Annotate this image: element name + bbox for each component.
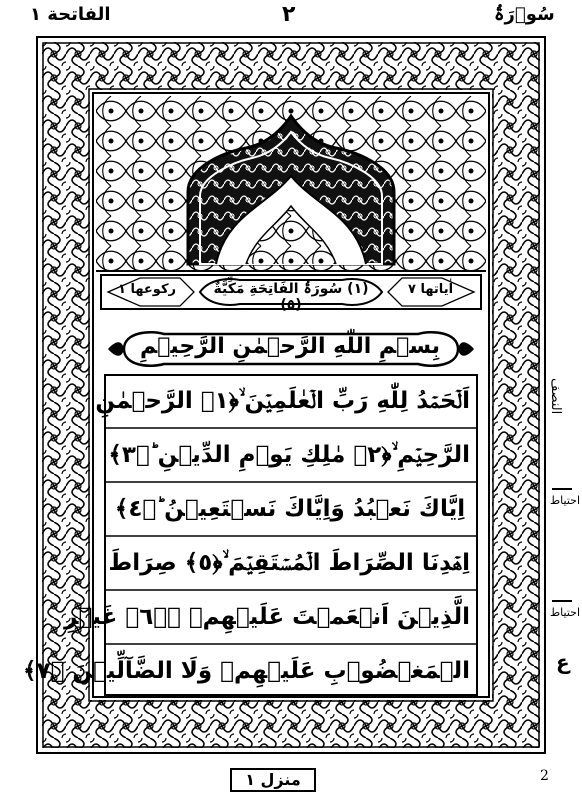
- verse-line-1: اَلۡحَمۡدُ لِلّٰهِ رَبِّ الۡعٰلَمِيۡنَ ۙ﴿١﴾ الرَّحۡمٰنِ: [95, 388, 470, 414]
- basmala-text: بِسۡمِ اللّٰهِ الرَّحۡمٰنِ الرَّحِيۡمِ: [139, 334, 441, 359]
- header-page-number: ٢: [282, 2, 296, 27]
- manzil-label: منزل ١: [230, 768, 316, 792]
- margin-note-ruku: ع: [556, 650, 570, 674]
- ayat-count-label: اٰیاتها ٧: [408, 282, 454, 297]
- verse-line-2: الرَّحِيۡمِ ۙ﴿٢﴾ مٰلِكِ يَوۡمِ الدِّيۡنِ ؕ﴿٣﴾: [108, 442, 470, 468]
- verse-line-6: الۡمَغۡضُوۡبِ عَلَيۡهِمۡ وَلَا الضَّآلِّيۡنَ ﴿٧﴾: [23, 658, 470, 684]
- verse-ruled-box: [23, 374, 478, 696]
- margin-arrow-1: [552, 488, 572, 490]
- margin-note-ihtiyat-1: احتیاط: [550, 494, 581, 507]
- verse-line-3: اِيَّاكَ نَعۡبُدُ وَاِيَّاكَ نَسۡتَعِيۡنُ ؕ﴿٤﴾: [114, 496, 466, 522]
- verse-line-5: الَّذِيۡنَ اَنۡعَمۡتَ عَلَيۡهِمۡ ۙ﴿٦﴾ غَيۡرِ: [64, 604, 470, 630]
- arch-ornament: [96, 96, 486, 272]
- header-surah-label: سُوۡرَۃُ: [494, 4, 555, 25]
- margin-note-nisf: النصف: [548, 378, 563, 415]
- page-number: 2: [540, 768, 549, 784]
- header-left-title: الفاتحة ١: [30, 4, 111, 25]
- verse-line-4: اِهۡدِنَا الصِّرَاطَ الۡمُسۡتَقِيۡمَ ۙ﴿٥﴾ صِرَاطَ: [108, 550, 470, 576]
- margin-arrow-2: [552, 600, 572, 602]
- surah-name-label: (١) سُورَۃُ الفَاتِحَةِ مَكِّيَّةٌ (٥): [213, 281, 369, 313]
- margin-note-ihtiyat-2: احتیاط: [550, 606, 581, 619]
- ruku-count-label: رکوعها ١: [118, 282, 177, 297]
